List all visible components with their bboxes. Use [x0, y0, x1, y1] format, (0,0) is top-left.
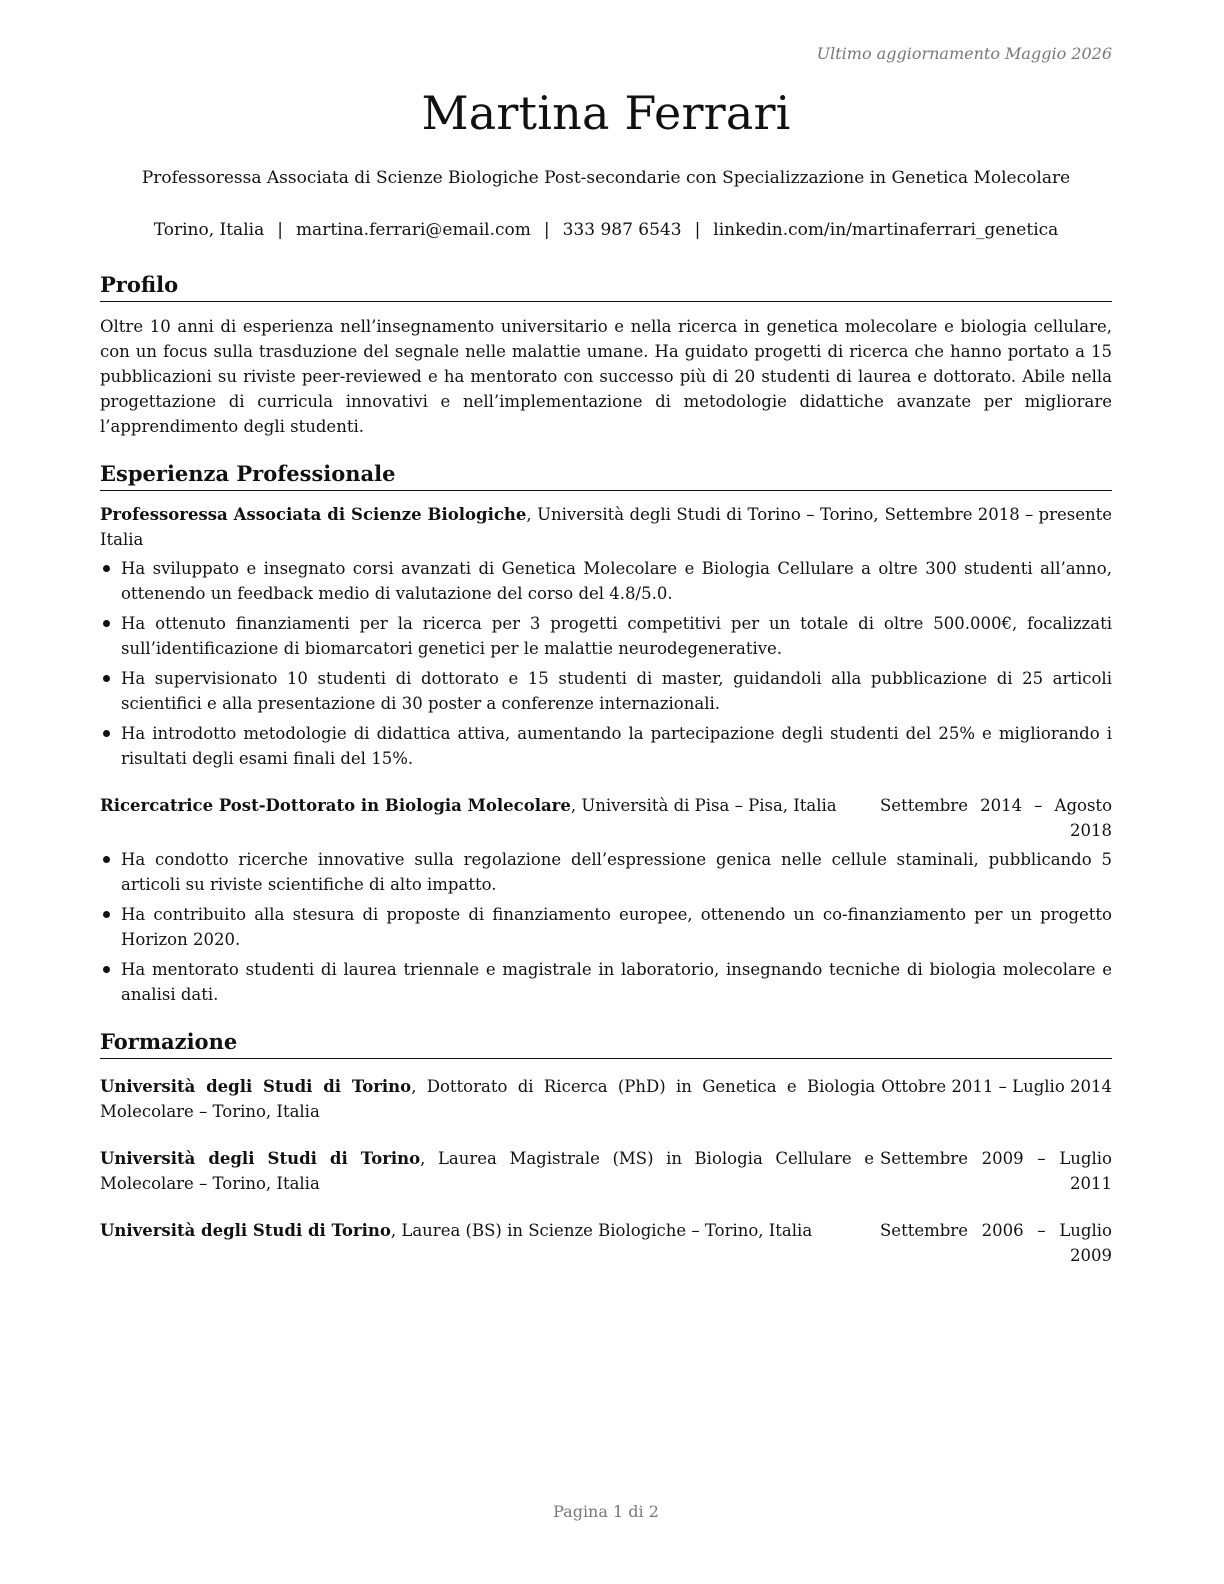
- bullet-item: [100, 666, 1112, 716]
- education-dates: Ottobre 2011 – Luglio 2014: [881, 1077, 1112, 1096]
- bullet-icon: [103, 565, 110, 572]
- education-degree: [100, 1218, 874, 1243]
- bullet-text: Ha mentorato studenti di laurea triennale e magistrale in laboratorio, insegnando tecniche di biologia molecolare e analisi dati.: [121, 960, 1112, 1004]
- candidate-name: Martina Ferrari: [421, 86, 791, 140]
- experience-bullets: [100, 556, 1112, 771]
- contact-separator: |: [694, 220, 701, 240]
- bullet-item: [100, 847, 1112, 897]
- education-school: Università degli Studi di Torino: [100, 1221, 391, 1240]
- bullet-text: Ha contribuito alla stesura di proposte di finanziamento europee, ottenendo un co-finanziamento per un progetto Horizon 2020.: [121, 905, 1112, 949]
- bullet-item: [100, 902, 1112, 952]
- bullet-text: Ha condotto ricerche innovative sulla regolazione dell’espressione genica nelle cellule staminali, pubblicando 5 articoli su riviste scientifiche di alto impatto.: [121, 850, 1112, 894]
- profile-summary: Oltre 10 anni di esperienza nell’insegnamento universitario e nella ricerca in genetica molecolare e biologia cellulare, con un focus sulla trasduzione del segnale nelle malattie umane. Ha guidato progetti di ricerca che hanno portato a 15 pubblicazioni su riviste peer-reviewed e ha mentorato con successo più di 20 studenti di laurea e dottorato. Abile nella progettazione di curricula innovativi e nell’implementazione di metodologie didattiche avanzate per migliorare l’apprendimento degli studenti.: [100, 317, 1112, 436]
- education-dates: Settembre 2006 – Luglio 2009: [880, 1221, 1112, 1265]
- bullet-item: [100, 957, 1112, 1007]
- bullet-icon: [103, 620, 110, 627]
- education-entry: [100, 1074, 1112, 1124]
- experience-position: [100, 502, 879, 552]
- bullet-item: [100, 611, 1112, 661]
- education-header: [100, 1074, 1112, 1124]
- bullet-item: [100, 721, 1112, 771]
- contact-phone: 333 987 6543: [562, 220, 682, 240]
- last-updated: Ultimo aggiornamento Maggio 2026: [816, 44, 1112, 63]
- experience-employer: , Università degli Studi di Torino – Torino, Italia: [100, 505, 879, 549]
- education-detail: , Laurea Magistrale (MS) in Biologia Cellulare e Molecolare – Torino, Italia: [100, 1149, 875, 1193]
- contact-line: [100, 220, 1112, 240]
- experience-dates: Settembre 2018 – presente: [884, 505, 1112, 524]
- education-detail: , Dottorato di Ricerca (PhD) in Genetica e Biologia Molecolare – Torino, Italia: [100, 1077, 876, 1121]
- education-entry: [100, 1146, 1112, 1196]
- bullet-text: Ha introdotto metodologie di didattica attiva, aumentando la partecipazione degli studenti del 25% e migliorando i risultati degli esami finali del 15%.: [121, 724, 1112, 768]
- experience-dates: Settembre 2014 – Agosto 2018: [880, 796, 1112, 840]
- bullet-icon: [103, 675, 110, 682]
- education-detail: , Laurea (BS) in Scienze Biologiche – Torino, Italia: [390, 1221, 813, 1240]
- contact-location: Torino, Italia: [153, 220, 265, 240]
- contact-email[interactable]: martina.ferrari@email.com: [295, 220, 531, 240]
- experience-position: [100, 793, 874, 818]
- education-entry: [100, 1218, 1112, 1268]
- experience-header: [100, 502, 1112, 552]
- bullet-text: Ha supervisionato 10 studenti di dottorato e 15 studenti di master, guidandoli alla pubblicazione di 25 articoli scientifici e alla presentazione di 30 poster a conferenze internazionali.: [121, 669, 1112, 713]
- section-title-education: Formazione: [100, 1027, 1112, 1059]
- experience-role: Professoressa Associata di Scienze Biologiche: [100, 505, 527, 524]
- education-dates: Settembre 2009 – Luglio 2011: [880, 1149, 1112, 1193]
- bullet-text: Ha sviluppato e insegnato corsi avanzati di Genetica Molecolare e Biologia Cellulare a oltre 300 studenti all’anno, ottenendo un feedback medio di valutazione del corso del 4.8/5.0.: [121, 559, 1112, 603]
- contact-linkedin[interactable]: linkedin.com/in/martinaferrari_genetica: [713, 220, 1059, 240]
- education-degree: [100, 1074, 875, 1124]
- resume-page: [100, 0, 1112, 1584]
- education-school: Università degli Studi di Torino: [100, 1077, 412, 1096]
- experience-entry: [100, 793, 1112, 1007]
- contact-separator: |: [277, 220, 283, 240]
- contact-separator: |: [543, 220, 550, 240]
- bullet-item: [100, 556, 1112, 606]
- experience-bullets: [100, 847, 1112, 1007]
- bullet-icon: [103, 911, 110, 918]
- experience-header: [100, 793, 1112, 843]
- experience-role: Ricercatrice Post-Dottorato in Biologia Molecolare: [100, 796, 571, 815]
- candidate-headline: Professoressa Associata di Scienze Biologiche Post-secondarie con Specializzazione in Genetica Molecolare: [141, 168, 1071, 188]
- education-header: [100, 1218, 1112, 1268]
- education-school: Università degli Studi di Torino: [100, 1149, 421, 1168]
- section-title-experience: Esperienza Professionale: [100, 459, 1112, 491]
- bullet-icon: [103, 966, 110, 973]
- education-degree: [100, 1146, 874, 1196]
- section-title-profile: Profilo: [100, 270, 1112, 302]
- bullet-icon: [103, 730, 110, 737]
- experience-entry: [100, 502, 1112, 771]
- bullet-text: Ha ottenuto finanziamenti per la ricerca per 3 progetti competitivi per un totale di oltre 500.000€, focalizzati sull’identificazione di biomarcatori genetici per le malattie neurodegenerative.: [121, 614, 1112, 658]
- education-header: [100, 1146, 1112, 1196]
- bullet-icon: [103, 856, 110, 863]
- resume-body: [100, 270, 1112, 1268]
- experience-employer: , Università di Pisa – Pisa, Italia: [570, 796, 837, 815]
- page-number: Pagina 1 di 2: [553, 1502, 659, 1521]
